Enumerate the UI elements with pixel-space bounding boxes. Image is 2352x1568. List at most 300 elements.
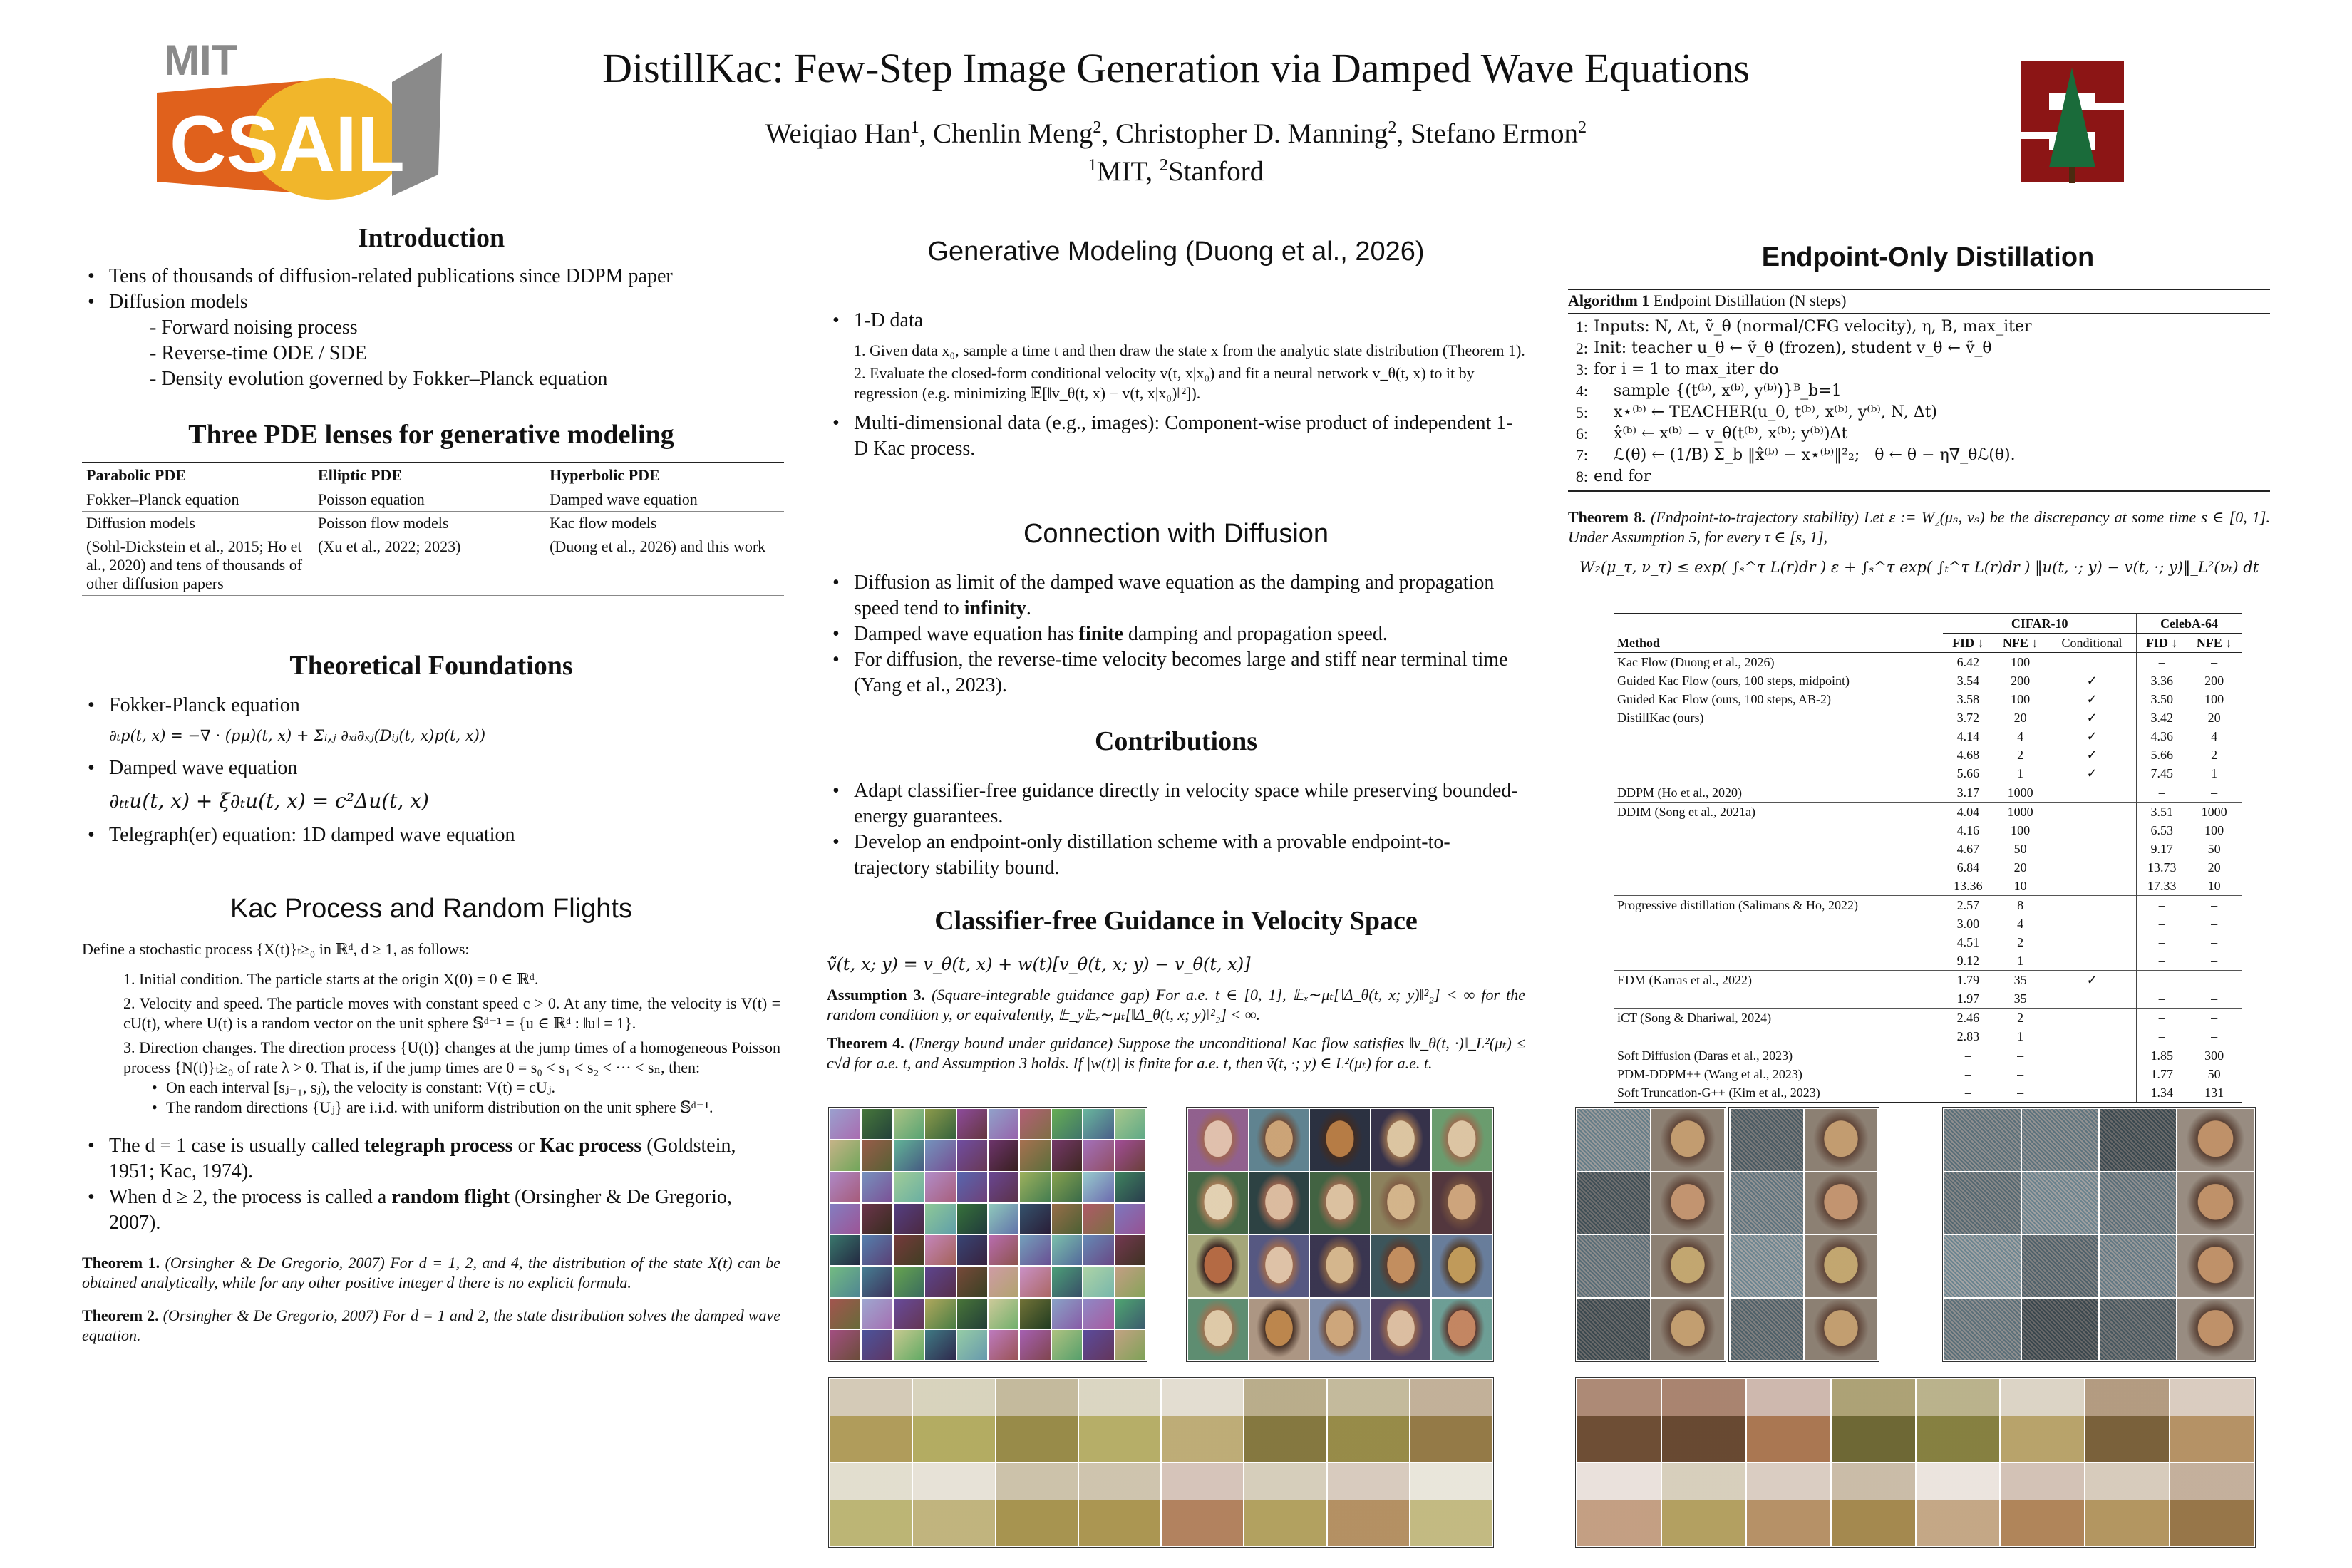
- value-cell: 35: [1993, 971, 2048, 990]
- sample-image-tile: [925, 1330, 955, 1360]
- trajectory-grid-c: [1942, 1107, 2256, 1362]
- table-row: [1614, 877, 2242, 896]
- contrib-bullet: • Develop an endpoint-only distillation scheme with a provable endpoint-to-trajectory stability bound.: [827, 830, 1525, 881]
- value-cell: [2048, 783, 2137, 803]
- sample-image-tile: [1115, 1330, 1145, 1360]
- sample-image-tile: [1310, 1172, 1370, 1234]
- sample-image-tile: [1188, 1299, 1248, 1361]
- sample-image-tile: [862, 1140, 892, 1170]
- sample-image-tile: [1432, 1172, 1492, 1234]
- text-bold: random flight: [391, 1186, 510, 1208]
- kac-item: 2. Velocity and speed. The particle moves with constant speed c > 0. At any time, the velocity is V(t) = cU(t), where U(t) is a random vector on the unit sphere 𝕊ᵈ⁻¹ = {u ∈ ℝᵈ : ‖u‖ = 1}.: [123, 994, 780, 1032]
- value-cell: –: [2137, 971, 2187, 990]
- sample-image-tile: [1805, 1109, 1877, 1171]
- sample-image-tile: [830, 1172, 860, 1202]
- assumption-3: [827, 985, 1525, 1025]
- tree-trunk: [2069, 167, 2075, 183]
- value-cell: –: [2137, 1027, 2187, 1046]
- sample-image-tile: [894, 1299, 924, 1329]
- genmod-section: [827, 308, 1525, 462]
- intro-bullet: • Diffusion models: [82, 289, 780, 315]
- table-row: [1614, 896, 2242, 915]
- value-cell: [2048, 1065, 2137, 1083]
- kac-title: Kac Process and Random Flights: [230, 894, 632, 924]
- distill-title: Endpoint-Only Distillation: [1761, 242, 2095, 272]
- table-row: [1614, 1009, 2242, 1028]
- sample-image-tile: [1310, 1235, 1370, 1297]
- sample-image-tile: [1020, 1299, 1050, 1329]
- results-table: [1614, 613, 2242, 1103]
- value-cell: 6.42: [1943, 653, 1993, 672]
- value-cell: [2048, 1083, 2137, 1103]
- sample-image-tile: [1115, 1299, 1145, 1329]
- genmod-bullet: • 1-D data: [827, 308, 1525, 334]
- sample-image-tile: [1115, 1140, 1145, 1170]
- value-cell: [2048, 989, 2137, 1009]
- value-cell: 1: [2017, 1029, 2024, 1043]
- sample-image-tile: [1917, 1463, 2000, 1546]
- value-cell: [2048, 877, 2137, 896]
- value-cell: 50: [2207, 842, 2221, 856]
- table-row: [1614, 1083, 2242, 1103]
- sample-image-tile: [2001, 1379, 2084, 1462]
- pde-cell: (Sohl-Dickstein et al., 2015; Ho et al., 2020) and tens of thousands of other diffusion papers: [82, 535, 314, 596]
- text-span: When d ≥ 2, the process is called a: [109, 1186, 392, 1208]
- line-number: 3:: [1575, 361, 1588, 378]
- value-cell: 2.57: [1943, 896, 1993, 915]
- sample-image-tile: [996, 1463, 1078, 1546]
- theory-bullet: • Fokker-Planck equation: [82, 693, 780, 718]
- value-cell: 1.34: [2137, 1083, 2187, 1103]
- sample-image-tile: [1188, 1109, 1248, 1171]
- method-cell: Kac Flow (Duong et al., 2026): [1614, 653, 1943, 672]
- sample-image-tile: [1651, 1235, 1724, 1297]
- bedroom-sample-grid-2: [1575, 1377, 2256, 1548]
- table-row: [1614, 821, 2242, 840]
- sample-image-tile: [957, 1267, 987, 1296]
- table-row: [82, 512, 784, 535]
- value-cell: –: [2187, 1009, 2242, 1028]
- table-row: [1614, 971, 2242, 990]
- kac-section: [82, 939, 780, 1346]
- table-row: [1614, 727, 2242, 746]
- sample-image-tile: [1083, 1299, 1113, 1329]
- column-header: Conditional: [2048, 634, 2137, 653]
- text-span: (Orsingher & De Gregorio, 2007).: [109, 1186, 732, 1234]
- theory-bullet: • Damped wave equation: [82, 755, 780, 781]
- sample-image-tile: [1651, 1299, 1724, 1361]
- contrib-bullet: • Adapt classifier-free guidance directly in velocity space while preserving bounded-energy guarantees.: [827, 778, 1525, 830]
- value-cell: [2048, 803, 2137, 822]
- table-row: [1614, 858, 2242, 877]
- sample-image-tile: [1115, 1109, 1145, 1139]
- kac-bullet: [82, 1185, 780, 1236]
- method-cell: Soft Truncation-G++ (Kim et al., 2023): [1614, 1083, 1943, 1103]
- column-header: NFE ↓: [2187, 634, 2242, 653]
- author-name: Weiqiao Han: [765, 118, 911, 149]
- method-cell: iCT (Song & Dhariwal, 2024): [1614, 1009, 1943, 1028]
- value-cell: 5.66: [1956, 766, 1980, 780]
- sample-image-tile: [1115, 1204, 1145, 1234]
- sample-image-tile: [1115, 1267, 1145, 1296]
- sample-image-tile: [925, 1172, 955, 1202]
- value-cell: 2: [2017, 748, 2024, 762]
- value-cell: 3.72: [1956, 711, 1980, 725]
- value-cell: 10: [2013, 879, 2027, 893]
- cfg-equation: ṽ(t, x; y) = v_θ(t, x) + w(t)[v_θ(t, x; y) − v_θ(t, x)]: [827, 954, 1251, 974]
- sample-image-tile: [1577, 1299, 1650, 1361]
- line-number: 1:: [1575, 318, 1588, 336]
- conn-bullet: [827, 621, 1525, 647]
- value-cell: –: [2187, 653, 2242, 672]
- contrib-title: Contributions: [1094, 726, 1258, 756]
- sample-image-tile: [1432, 1299, 1492, 1361]
- sample-image-tile: [1371, 1299, 1431, 1361]
- sample-image-tile: [1917, 1379, 2000, 1462]
- pde-header: Parabolic PDE: [82, 463, 314, 488]
- sample-image-tile: [862, 1172, 892, 1202]
- value-cell: 20: [2013, 711, 2027, 725]
- value-cell: [2048, 840, 2137, 858]
- sample-image-tile: [1410, 1379, 1492, 1462]
- affil-sup: 1: [1088, 155, 1097, 175]
- table-row: [1614, 989, 2242, 1009]
- sample-image-tile: [2100, 1109, 2176, 1171]
- intro-subitem: - Forward noising process: [150, 316, 358, 339]
- affiliation-name: Stanford: [1167, 156, 1264, 187]
- pde-cell: (Xu et al., 2022; 2023): [314, 535, 545, 596]
- group-header: CIFAR-10: [1943, 614, 2136, 634]
- value-cell: 20: [2207, 860, 2221, 875]
- pde-table: [82, 462, 784, 596]
- sample-image-tile: [1805, 1299, 1877, 1361]
- text-span: The d = 1 case is usually called: [109, 1135, 364, 1157]
- kac-bullet: [82, 1133, 780, 1185]
- author-name: Christopher D. Manning: [1115, 118, 1388, 149]
- theorem-text: (Endpoint-to-trajectory stability) Let ε := W₂(μₛ, νₛ) be the discrepancy at some time s ∈ [0, 1]. Under Assumption 5, for every τ ∈ [s, 1],: [1568, 508, 2270, 546]
- value-cell: –: [2211, 1029, 2218, 1043]
- sample-image-tile: [1747, 1463, 1830, 1546]
- line-number: 7:: [1575, 446, 1588, 464]
- table-row: [1614, 671, 2242, 690]
- value-cell: 1000: [1993, 803, 2048, 822]
- value-cell: 1: [2017, 954, 2024, 968]
- sample-image-tile: [1052, 1109, 1082, 1139]
- pde-header: Elliptic PDE: [314, 463, 545, 488]
- value-cell: ✓: [2086, 692, 2098, 706]
- sample-image-tile: [1944, 1235, 2021, 1297]
- sample-image-tile: [989, 1204, 1018, 1234]
- value-cell: –: [2187, 896, 2242, 915]
- algorithm-line: [1568, 402, 2270, 423]
- sample-image-tile: [2100, 1235, 2176, 1297]
- sample-image-tile: [1371, 1109, 1431, 1171]
- value-cell: –: [2137, 951, 2187, 971]
- sample-image-tile: [1052, 1267, 1082, 1296]
- conn-bullet: [827, 570, 1525, 621]
- method-cell: [1614, 746, 1943, 764]
- text-bold: finite: [1078, 623, 1123, 645]
- sample-image-tile: [830, 1235, 860, 1265]
- table-row: [1614, 803, 2242, 822]
- sample-image-tile: [1328, 1463, 1409, 1546]
- sample-image-tile: [1249, 1109, 1309, 1171]
- value-cell: –: [2211, 991, 2218, 1006]
- value-cell: 4: [2017, 917, 2024, 931]
- table-row: [1614, 933, 2242, 951]
- pde-cell: (Duong et al., 2026) and this work: [545, 535, 784, 596]
- table-row: [1614, 746, 2242, 764]
- value-cell: 1.77: [2137, 1065, 2187, 1083]
- value-cell: 4.14: [1956, 729, 1980, 743]
- value-cell: 20: [2013, 860, 2027, 875]
- sample-image-tile: [894, 1235, 924, 1265]
- sample-image-tile: [1020, 1330, 1050, 1360]
- value-cell: 4: [2211, 729, 2218, 743]
- sample-image-tile: [925, 1267, 955, 1296]
- text-span: (Goldstein, 1951; Kac, 1974).: [109, 1135, 736, 1182]
- value-cell: 35: [2013, 991, 2027, 1006]
- pde-cell: Damped wave equation: [545, 488, 784, 512]
- sample-image-tile: [2177, 1172, 2254, 1234]
- theory-section: [82, 693, 780, 848]
- theorem-label: Theorem 1.: [82, 1254, 160, 1272]
- value-cell: [2048, 1009, 2137, 1028]
- value-cell: 200: [2204, 674, 2224, 688]
- sample-image-tile: [1805, 1172, 1877, 1234]
- sample-image-tile: [1020, 1235, 1050, 1265]
- line-text: sample {(t⁽ᵇ⁾, x⁽ᵇ⁾, y⁽ᵇ⁾)}ᴮ_b=1: [1594, 382, 1842, 400]
- algorithm-1: [1568, 289, 2270, 492]
- stability-bound-equation: W₂(μ_τ, ν_τ) ≤ exp( ∫ₛ^τ L(r)dr ) ε + ∫ₛ^τ exp( ∫ₜ^τ L(r)dr ) ‖u(t, ·; y) − v(t, ·; y)‖_L²(νₜ) dt: [1579, 559, 2259, 576]
- author-affil-sup: 2: [1093, 118, 1102, 137]
- sample-image-tile: [1432, 1109, 1492, 1171]
- pde-cell: Diffusion models: [82, 512, 314, 535]
- table-row: [82, 535, 784, 596]
- affiliation-list: $^1$MIT, $^2$Stanford: [1088, 155, 1264, 187]
- contrib-section: [827, 778, 1525, 881]
- value-cell: 4.51: [1956, 935, 1980, 949]
- sample-image-tile: [1115, 1235, 1145, 1265]
- sample-image-tile: [1249, 1172, 1309, 1234]
- sample-image-tile: [1832, 1379, 1915, 1462]
- algorithm-label: Algorithm 1: [1568, 292, 1650, 309]
- sample-image-tile: [1310, 1109, 1370, 1171]
- value-cell: 100: [2204, 823, 2224, 837]
- sample-image-tile: [957, 1204, 987, 1234]
- sample-image-tile: [1020, 1109, 1050, 1139]
- value-cell: 3.51: [2137, 803, 2187, 822]
- value-cell: 6.53: [2137, 821, 2187, 840]
- method-cell: EDM (Karras et al., 2022): [1614, 971, 1943, 990]
- trajectory-grid-b: [1728, 1107, 1879, 1362]
- method-cell: [1614, 858, 1943, 877]
- theorem-label: Theorem 8.: [1568, 508, 1646, 526]
- sample-image-tile: [989, 1267, 1018, 1296]
- sample-image-tile: [1083, 1267, 1113, 1296]
- sample-image-tile: [957, 1299, 987, 1329]
- group-header: CelebA-64: [2137, 614, 2242, 634]
- value-cell: 1.85: [2137, 1046, 2187, 1066]
- value-cell: –: [2137, 1009, 2187, 1028]
- affiliation-name: MIT: [1096, 156, 1146, 187]
- sample-image-tile: [1052, 1140, 1082, 1170]
- sample-image-tile: [1577, 1379, 1661, 1462]
- sample-image-tile: [1371, 1172, 1431, 1234]
- method-cell: [1614, 821, 1943, 840]
- value-cell: 100: [2204, 692, 2224, 706]
- author-list: Weiqiao Han$^1$, Chenlin Meng$^2$, Christopher D. Manning$^2$, Stefano Ermon$^2$: [765, 118, 1587, 149]
- value-cell: 100: [2011, 823, 2031, 837]
- value-cell: –: [1993, 1046, 2048, 1066]
- sample-image-tile: [1083, 1140, 1113, 1170]
- sample-image-tile: [862, 1267, 892, 1296]
- value-cell: –: [2137, 989, 2187, 1009]
- sample-image-tile: [1371, 1235, 1431, 1297]
- value-cell: –: [2137, 896, 2187, 915]
- kac-item: 3. Direction changes. The direction process {U(t)} changes at the jump times of a homogeneous Poisson process {N(t)}ₜ≥₀ of rate λ > 0. That is, if the jump times are 0 = s₀ < s₁ < s₂ < ··· < sₙ, then:: [123, 1038, 780, 1076]
- value-cell: ✓: [2086, 674, 2098, 688]
- value-cell: 3.36: [2137, 671, 2187, 690]
- pde-title: Three PDE lenses for generative modeling: [188, 420, 674, 450]
- sample-image-tile: [894, 1267, 924, 1296]
- method-cell: Progressive distillation (Salimans & Ho, 2022): [1614, 896, 1943, 915]
- genmod-item: 1. Given data x₀, sample a time t and then draw the state x from the analytic state distribution (Theorem 1).: [854, 341, 1525, 359]
- sample-image-tile: [894, 1140, 924, 1170]
- celeba-sample-grid: [1186, 1107, 1494, 1362]
- sample-image-tile: [1020, 1172, 1050, 1202]
- value-cell: 3.54: [1956, 674, 1980, 688]
- sample-image-tile: [1020, 1267, 1050, 1296]
- sample-image-tile: [862, 1299, 892, 1329]
- value-cell: 2.83: [1956, 1029, 1980, 1043]
- column-header: FID ↓: [2137, 634, 2187, 653]
- method-cell: Guided Kac Flow (ours, 100 steps, midpoint): [1617, 674, 1850, 688]
- sample-image-tile: [1052, 1299, 1082, 1329]
- sample-image-tile: [925, 1299, 955, 1329]
- sample-image-tile: [1162, 1379, 1243, 1462]
- sample-image-tile: [1079, 1379, 1160, 1462]
- value-cell: –: [1943, 1083, 1993, 1103]
- value-cell: 4.68: [1956, 748, 1980, 762]
- sample-image-tile: [830, 1204, 860, 1234]
- value-cell: 2: [2017, 935, 2024, 949]
- table-row: [82, 488, 784, 512]
- value-cell: 3.00: [1956, 917, 1980, 931]
- results-table-wrap: [1614, 613, 2242, 1103]
- kac-subitem-text: On each interval [sⱼ₋₁, sⱼ), the velocity is constant: V(t) = cUⱼ.: [166, 1078, 556, 1096]
- value-cell: 100: [2011, 692, 2031, 706]
- pde-header: Hyperbolic PDE: [545, 463, 784, 488]
- value-cell: –: [2137, 783, 2187, 803]
- sample-image-tile: [1662, 1379, 1745, 1462]
- sample-image-tile: [2022, 1299, 2098, 1361]
- column-header: Method: [1614, 634, 1943, 653]
- sample-image-tile: [1083, 1204, 1113, 1234]
- logo-mit-text: MIT: [164, 36, 238, 84]
- sample-image-tile: [1731, 1109, 1803, 1171]
- line-text: end for: [1594, 468, 1651, 485]
- cifar-sample-grid: [828, 1107, 1147, 1362]
- value-cell: 10: [2207, 879, 2221, 893]
- line-number: 4:: [1575, 382, 1588, 400]
- sample-image-tile: [1651, 1109, 1724, 1171]
- sample-image-tile: [989, 1299, 1018, 1329]
- sample-image-tile: [862, 1235, 892, 1265]
- value-cell: 13.73: [2137, 858, 2187, 877]
- value-cell: –: [2211, 935, 2218, 949]
- sample-image-tile: [1083, 1330, 1113, 1360]
- assumption-text: (Square-integrable guidance gap) For a.e. t ∈ [0, 1], 𝔼ₓ∼μₜ[‖Δ_θ(t, x; y)‖²₂] < ∞ for the random condition y, or equivalently, 𝔼_y𝔼ₓ∼μₜ[‖Δ_θ(t, x; y)‖²₂] < ∞.: [827, 986, 1525, 1023]
- sample-image-tile: [1662, 1463, 1745, 1546]
- value-cell: 1.79: [1943, 971, 1993, 990]
- value-cell: 2: [1993, 1009, 2048, 1028]
- value-cell: –: [2211, 917, 2218, 931]
- sample-image-tile: [957, 1235, 987, 1265]
- line-number: 5:: [1575, 403, 1588, 421]
- value-cell: 1000: [1993, 783, 2048, 803]
- method-cell: [1614, 951, 1943, 971]
- line-number: 6:: [1575, 425, 1588, 443]
- cfg-title: Classifier-free Guidance in Velocity Space: [934, 906, 1418, 936]
- value-cell: –: [1993, 1083, 2048, 1103]
- sample-image-tile: [894, 1204, 924, 1234]
- line-text: Init: teacher u_θ ← ṽ_θ (frozen), student v_θ ← ṽ_θ: [1594, 339, 1992, 357]
- table-corner: [1614, 614, 1943, 634]
- sample-image-tile: [1020, 1204, 1050, 1234]
- sample-image-tile: [2170, 1379, 2254, 1462]
- line-text: x⋆⁽ᵇ⁾ ← TEACHER(u_θ, t⁽ᵇ⁾, x⁽ᵇ⁾, y⁽ᵇ⁾, N, Δt): [1594, 403, 1938, 421]
- stanford-logo: [2006, 53, 2138, 189]
- value-cell: 1: [2017, 766, 2024, 780]
- sample-image-tile: [1731, 1172, 1803, 1234]
- pde-table-wrap: [82, 462, 784, 596]
- value-cell: [2048, 858, 2137, 877]
- fokker-planck-equation: ∂ₜp(t, x) = −∇ · (pμ)(t, x) + Σᵢ,ⱼ ∂ₓᵢ∂ₓⱼ(Dᵢⱼ(t, x)p(t, x)): [109, 727, 486, 744]
- sample-image-tile: [925, 1235, 955, 1265]
- value-cell: –: [2137, 653, 2187, 672]
- column-header: NFE ↓: [1993, 634, 2048, 653]
- sample-image-tile: [894, 1330, 924, 1360]
- text-bold: Kac process: [539, 1135, 642, 1157]
- sample-image-tile: [989, 1235, 1018, 1265]
- sample-image-tile: [830, 1299, 860, 1329]
- value-cell: –: [1964, 1067, 1971, 1081]
- sample-image-tile: [957, 1330, 987, 1360]
- author-affil-sup: 2: [1578, 118, 1587, 137]
- line-text: for i = 1 to max_iter do: [1594, 361, 1779, 378]
- sample-image-tile: [830, 1379, 912, 1462]
- algorithm-title: Endpoint Distillation (N steps): [1653, 292, 1847, 309]
- value-cell: [2048, 896, 2137, 915]
- sample-image-tile: [957, 1140, 987, 1170]
- author-affil-sup: 2: [1388, 118, 1397, 137]
- value-cell: 20: [2207, 711, 2221, 725]
- algorithm-line: [1568, 466, 2270, 488]
- value-cell: –: [2137, 933, 2187, 951]
- sample-image-tile: [1020, 1140, 1050, 1170]
- value-cell: 8: [1993, 896, 2048, 915]
- sample-image-tile: [1944, 1299, 2021, 1361]
- kac-subitem: • On each interval [sⱼ₋₁, sⱼ), the velocity is constant: V(t) = cUⱼ.: [152, 1078, 556, 1096]
- value-cell: 300: [2187, 1046, 2242, 1066]
- sample-image-tile: [1577, 1235, 1650, 1297]
- value-cell: 50: [2013, 842, 2027, 856]
- sample-image-tile: [1249, 1235, 1309, 1297]
- sample-image-tile: [1052, 1330, 1082, 1360]
- line-text: Inputs: N, Δt, ṽ_θ (normal/CFG velocity), η, B, max_iter: [1594, 318, 2032, 336]
- pde-cell: Poisson flow models: [314, 512, 545, 535]
